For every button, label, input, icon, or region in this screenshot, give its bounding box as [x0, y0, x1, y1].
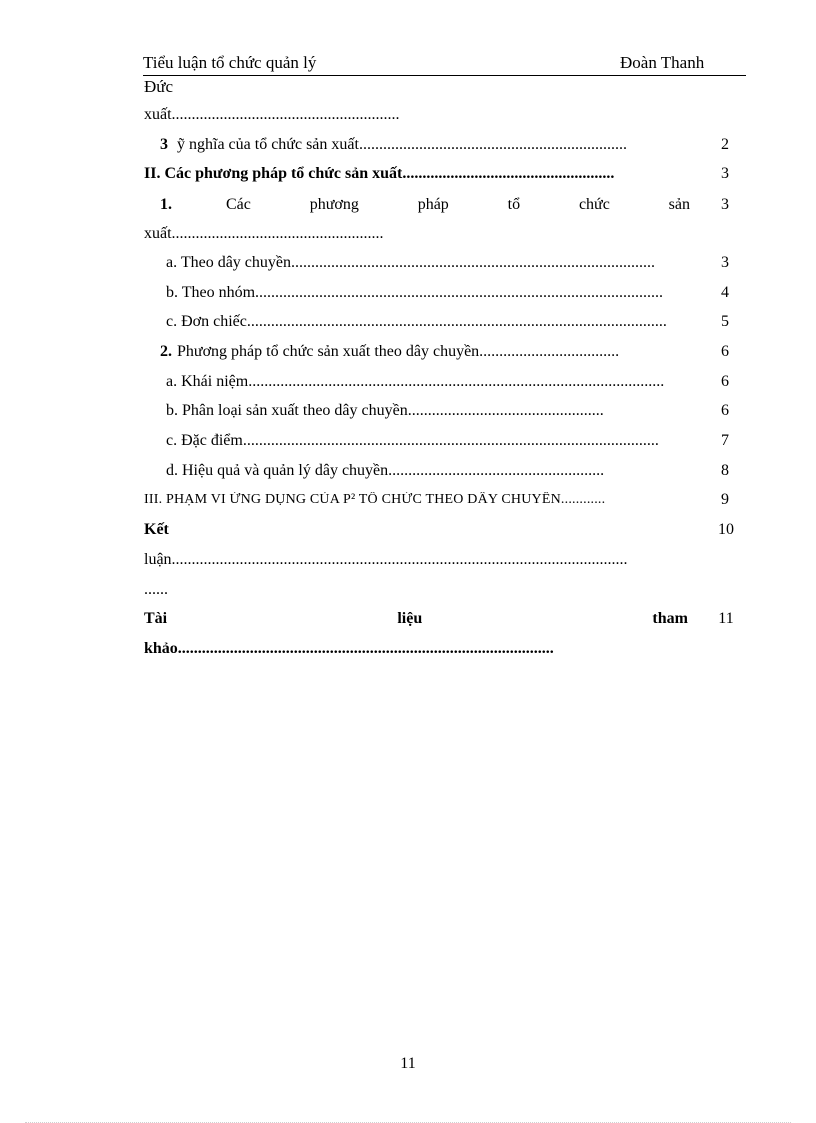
- toc-entry-continuation: ......: [144, 581, 168, 598]
- toc-entry[interactable]: 2. Phương pháp tổ chức sản xuất theo dây chuyền................................... 6: [160, 343, 729, 360]
- toc-entry[interactable]: b. Theo nhóm...................................................................................................... 4: [166, 284, 729, 301]
- toc-entry-continuation: xuất.....................................................: [144, 225, 384, 242]
- toc-entry[interactable]: III. PHẠM VI ỨNG DỤNG CỦA P² TỔ CHỨC THEO DÂY CHUYỀN............ 9: [144, 491, 729, 508]
- page-number: 11: [400, 1055, 416, 1072]
- toc-entry[interactable]: c. Đơn chiếc......................................................................................................... 5: [166, 313, 729, 330]
- toc-entry[interactable]: Tài liệu tham 11: [144, 610, 734, 627]
- header-left-title: Tiểu luận tổ chức quản lý: [143, 53, 317, 72]
- toc-entry[interactable]: b. Phân loại sản xuất theo dây chuyền................................................. 6: [166, 402, 729, 419]
- header-author: Đoàn Thanh: [620, 53, 705, 72]
- toc-entry-continuation: luận..................................................................................................................: [144, 551, 628, 568]
- header-rule: [143, 75, 746, 76]
- toc-entry[interactable]: Kết 10: [144, 521, 734, 538]
- toc-entry[interactable]: 1. Các phương pháp tổ chức sản 3: [160, 196, 729, 213]
- toc-entry[interactable]: xuất.........................................................: [144, 106, 400, 123]
- toc-entry[interactable]: d. Hiệu quả và quản lý dây chuyền...................................................... 8: [166, 462, 729, 479]
- header-author-overflow: Đức: [144, 77, 174, 96]
- toc-entry[interactable]: a. Theo dây chuyền........................................................................................... 3: [166, 254, 729, 271]
- toc-entry[interactable]: 3 ỹ nghĩa của tổ chức sản xuất................................................................... 2: [160, 136, 729, 153]
- toc-entry[interactable]: a. Khái niệm........................................................................................................ 6: [166, 373, 729, 390]
- toc-entry[interactable]: c. Đặc điểm........................................................................................................ 7: [166, 432, 729, 449]
- toc-entry-continuation: khảo..............................................................................................: [144, 640, 554, 657]
- toc-entry[interactable]: II. Các phương pháp tổ chức sản xuất..................................................... 3: [144, 165, 729, 182]
